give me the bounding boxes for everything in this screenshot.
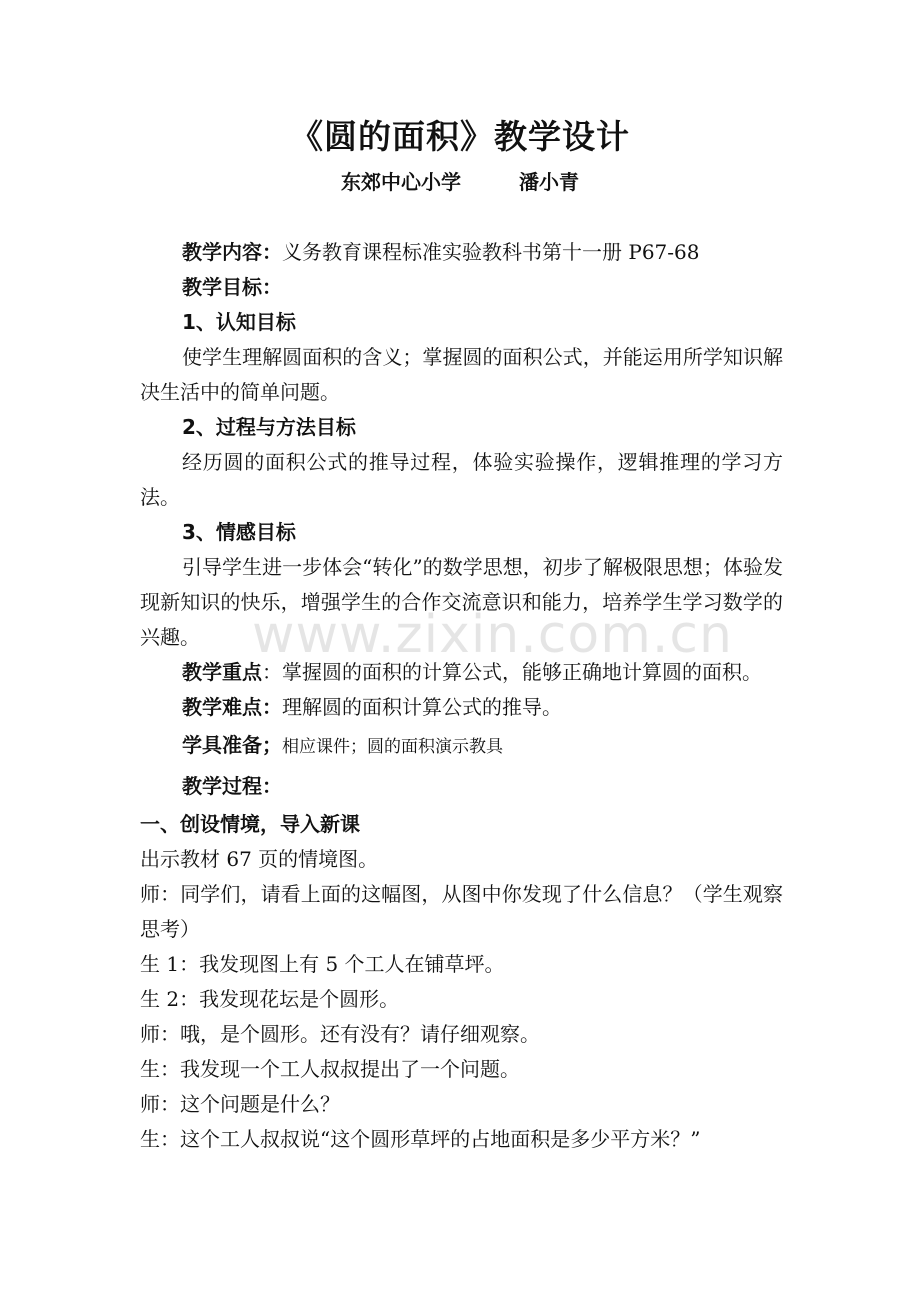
document-title: 《圆的面积》教学设计 xyxy=(290,117,630,156)
section1-heading: 一、创设情境，导入新课 xyxy=(140,812,360,836)
goal1-text: 使学生理解圆面积的含义；掌握圆的面积公式，并能运用所学知识解决生活中的简单问题。 xyxy=(140,345,783,404)
content-text: 义务教育课程标准实验教科书第十一册 P67-68 xyxy=(282,240,700,264)
key-point-text: ：掌握圆的面积的计算公式，能够正确地计算圆的面积。 xyxy=(262,660,762,684)
dialog-line: 出示教材 67 页的情境图。 xyxy=(140,847,379,871)
dialog-line: 生 2：我发现花坛是个圆形。 xyxy=(140,987,400,1011)
prep-line xyxy=(140,725,783,766)
document-body xyxy=(140,235,783,1157)
dialog-line: 师：哦，是个圆形。还有没有？请仔细观察。 xyxy=(140,1022,540,1046)
dialog-line: 生：这个工人叔叔说“这个圆形草坪的占地面积是多少平方米？” xyxy=(140,1127,701,1151)
prep-label: 学具准备； xyxy=(182,733,282,757)
byline xyxy=(0,167,920,197)
difficulty-text: 理解圆的面积计算公式的推导。 xyxy=(282,695,562,719)
goal2-text: 经历圆的面积公式的推导过程，体验实验操作，逻辑推理的学习方法。 xyxy=(140,450,783,509)
key-point-line xyxy=(140,655,783,690)
dialog-line: 师：同学们，请看上面的这幅图，从图中你发现了什么信息？（学生观察思考） xyxy=(140,882,783,941)
goal1-heading: 1、认知目标 xyxy=(182,310,296,334)
difficulty-label: 教学难点： xyxy=(182,695,282,719)
watermark: www.zixin.com.cn xyxy=(252,605,733,665)
dialog-line: 师：这个问题是什么？ xyxy=(140,1092,340,1116)
process-label: 教学过程： xyxy=(182,774,282,798)
goals-label: 教学目标： xyxy=(182,275,282,299)
goal3-heading: 3、情感目标 xyxy=(182,520,296,544)
goal3-text: 引导学生进一步体会“转化”的数学思想，初步了解极限思想；体验发现新知识的快乐，增强学生的合作交流意识和能力，培养学生学习数学的兴趣。 xyxy=(140,555,783,649)
dialog-line: 生：我发现一个工人叔叔提出了一个问题。 xyxy=(140,1057,520,1081)
author-name: 潘小青 xyxy=(519,170,579,194)
goal2-heading: 2、过程与方法目标 xyxy=(182,415,356,439)
school-name: 东郊中心小学 xyxy=(341,170,461,194)
content-label: 教学内容： xyxy=(182,240,282,264)
prep-text: 相应课件；圆的面积演示教具 xyxy=(282,737,503,757)
content-line xyxy=(140,235,783,270)
dialog-line: 生 1：我发现图上有 5 个工人在铺草坪。 xyxy=(140,952,505,976)
key-point-label: 教学重点 xyxy=(182,660,262,684)
difficulty-line xyxy=(140,690,783,725)
